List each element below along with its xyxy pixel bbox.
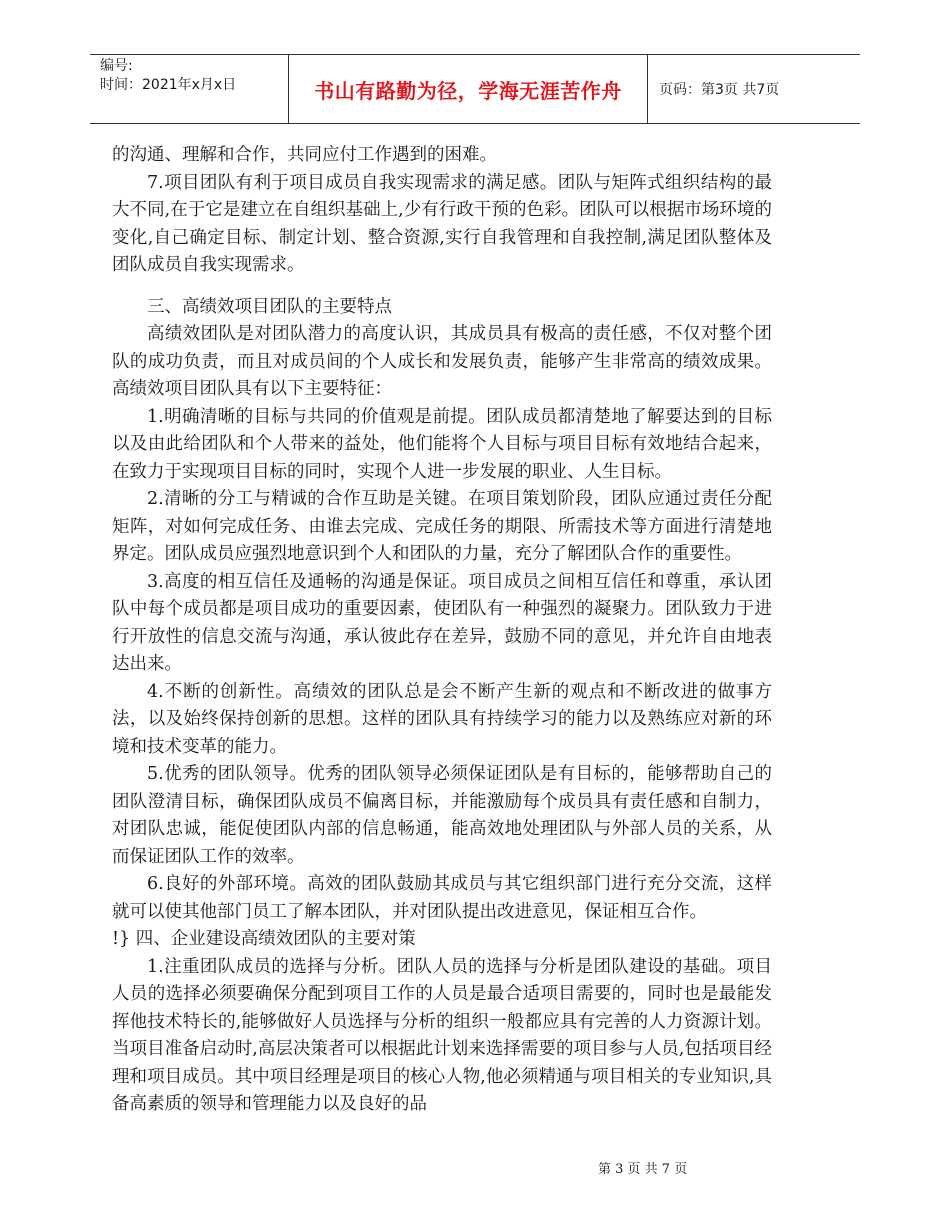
list-item: 1.注重团队成员的选择与分析。团队人员的选择与分析是团队建设的基础。项目人员的选择必须要确保分配到项目工作的人员是最合适项目需要的，同时也是最能发挥他技术特长的,能够做好人员选择与分析的组织一般都应具有完善的人力资源计划。当项目准备启动时,高层决策者可以根据此计划来选择需要的项目参与人员,包括项目经理和项目成员。其中项目经理是项目的核心人物,他必须精通与项目相关的专业知识,具备高素质的领导和管理能力以及良好的品	[112, 956, 772, 1114]
list-item: 5.优秀的团队领导。优秀的团队领导必须保证团队是有目标的，能够帮助自己的团队澄清目标，确保团队成员不偏离目标，并能激励每个成员具有责任感和自制力，对团队忠诚，能促使团队内部的信息畅通，能高效地处理团队与外部人员的关系，从而保证团队工作的效率。	[112, 764, 772, 867]
section-heading: 三、高绩效项目团队的主要特点	[147, 296, 392, 317]
header-meta	[90, 55, 288, 123]
list-item: 4.不断的创新性。高绩效的团队总是会不断产生新的观点和不断改进的做事方法，以及始终保持创新的思想。这样的团队具有持续学习的能力以及熟练应对新的环境和技术变革的能力。	[112, 681, 772, 757]
list-item: 6.良好的外部环境。高效的团队鼓励其成员与其它组织部门进行充分交流，这样就可以使其他部门员工了解本团队，并对团队提出改进意见，保证相互合作。	[112, 874, 772, 922]
page-header	[90, 54, 860, 124]
paragraph: 的沟通、理解和合作，共同应付工作遇到的困难。	[112, 145, 497, 165]
document-time-label: 时间：2021年x月x日	[100, 77, 237, 93]
header-page-number: 页码：第3页 共7页	[659, 82, 780, 98]
header-motto: 书山有路勤为径，学海无涯苦作舟	[288, 55, 648, 123]
section-heading: !} 四、企业建设高绩效团队的主要对策	[112, 929, 416, 949]
page-footer: 第 3 页 共 7 页	[598, 1162, 688, 1177]
document-number-label: 编号:	[100, 58, 133, 74]
list-item: 2.清晰的分工与精诚的合作互助是关键。在项目策划阶段，团队应通过责任分配矩阵，对如何完成任务、由谁去完成、完成任务的期限、所需技术等方面进行清楚地界定。团队成员应强烈地意识到个人和团队的力量，充分了解团队合作的重要性。	[112, 489, 772, 564]
document-body	[112, 142, 772, 1119]
paragraph: 高绩效团队是对团队潜力的高度认识，其成员具有极高的责任感，不仅对整个团队的成功负责，而且对成员间的个人成长和发展负责，能够产生非常高的绩效成果。高绩效项目团队具有以下主要特征：	[112, 324, 772, 399]
paragraph: 7.项目团队有利于项目成员自我实现需求的满足感。团队与矩阵式组织结构的最大不同,在于它是建立在自组织基础上,少有行政干预的色彩。团队可以根据市场环境的变化,自己确定目标、制定计划、整合资源,实行自我管理和自我控制,满足团队整体及团队成员自我实现需求。	[112, 172, 772, 275]
list-item: 1.明确清晰的目标与共同的价值观是前提。团队成员都清楚地了解要达到的目标以及由此给团队和个人带来的益处，他们能将个人目标与项目目标有效地结合起来，在致力于实现项目目标的同时，实现个人进一步发展的职业、人生目标。	[112, 406, 772, 482]
list-item: 3.高度的相互信任及通畅的沟通是保证。项目成员之间相互信任和尊重，承认团队中每个成员都是项目成功的重要因素，使团队有一种强烈的凝聚力。团队致力于进行开放性的信息交流与沟通，承认彼此存在差异，鼓励不同的意见，并允许自由地表达出来。	[112, 571, 772, 674]
